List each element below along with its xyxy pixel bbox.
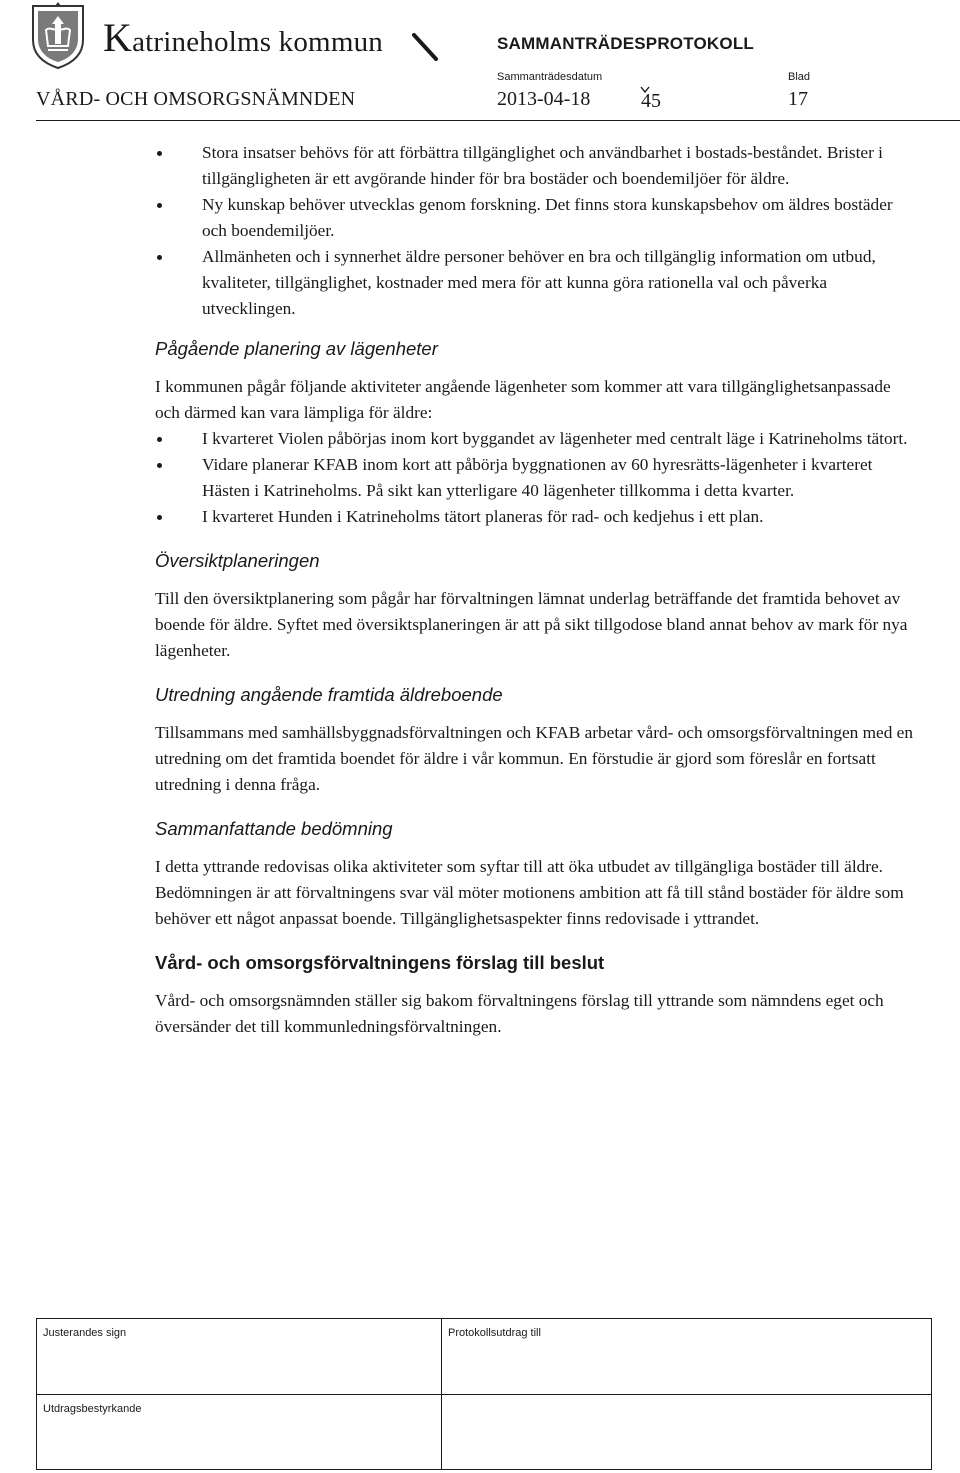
page-label: Blad [788,71,811,83]
meeting-date: 2013-04-18 [497,88,591,110]
list-item: Stora insatser behövs för att förbättra tillgänglighet och användbarhet i bostads-beståndet. Brister i tillgängligheten är ett avgörande hinder för bra bostäder och boendemiljöer för äldre. [155,140,915,192]
justerandes-sign-cell: Justerandes sign [37,1319,442,1395]
bullet-list-top [155,140,915,322]
department-name: VÅRD- OCH OMSORGSNÄMNDEN [36,88,356,110]
bullet-icon [157,515,162,520]
section-heading-overview: Översiktplaneringen [155,550,320,571]
municipal-coat-of-arms-icon [30,2,86,70]
page-number: 17 [788,88,808,110]
list-item: I kvarteret Violen påbörjas inom kort byggandet av lägenheter med centralt läge i Katrineholms tätort. [155,426,915,452]
bullet-icon [157,255,162,260]
bullet-icon [157,463,162,468]
overview-text: Till den översiktplanering som pågår har förvaltningen lämnat underlag beträffande det framtida behovet av boende för äldre. Syftet med översiktsplaneringen är att på sikt tillgodose bland annat behov av mark för nya lägenheter. [155,589,908,660]
signature-table [36,1318,932,1470]
municipality-name: Katrineholms kommun [103,15,383,60]
document-body [155,140,915,1040]
bullet-list-planning [155,426,915,530]
list-item: Ny kunskap behöver utvecklas genom forskning. Det finns stora kunskapsbehov om äldres bostäder och boendemiljöer. [155,192,915,244]
summary-text: I detta yttrande redovisas olika aktiviteter som syftar till att öka utbudet av tillgängliga bostäder till äldre. Bedömningen är att förvaltningens svar väl möter motionens ambition att få till stånd bostäder för äldre som behöver ett något anpassat boende. Tillgänglighetsaspekter finns redovisade i yttrandet. [155,857,904,928]
meeting-date-label: Sammanträdesdatum [497,71,603,83]
logo-swash-icon [412,33,438,61]
protokollsutdrag-cell: Protokollsutdrag till [442,1319,932,1395]
section-heading-summary: Sammanfattande bedömning [155,818,393,839]
empty-cell [442,1395,932,1470]
bullet-icon [157,203,162,208]
planning-intro: I kommunen pågår följande aktiviteter angående lägenheter som kommer att vara tillgänglighetsanpassade och därmed kan vara lämpliga för äldre: [155,377,891,422]
list-item: Allmänheten och i synnerhet äldre personer behöver en bra och tillgänglig information om utbud, kvaliteter, tillgänglighet, kostnader med mera för att kunna göra rationella val och påverka utvecklingen. [155,244,915,322]
utdragsbestyrkande-cell: Utdragsbestyrkande [37,1395,442,1470]
section-heading-proposal: Vård- och omsorgsförvaltningens förslag till beslut [155,952,605,973]
bullet-icon [157,437,162,442]
header-divider [36,120,960,121]
proposal-text: Vård- och omsorgsnämnden ställer sig bakom förvaltningens förslag till yttrande som nämndens eget och översänder det till kommunledningsförvaltningen. [155,991,884,1036]
list-item: I kvarteret Hunden i Katrineholms tätort planeras för rad- och kedjehus i ett plan. [155,504,915,530]
document-type: SAMMANTRÄDESPROTOKOLL [497,34,754,53]
paragraph-number: 45 [641,90,661,112]
section-heading-investigation: Utredning angående framtida äldreboende [155,684,503,705]
bullet-icon [157,151,162,156]
investigation-text: Tillsammans med samhällsbyggnadsförvaltningen och KFAB arbetar vård- och omsorgsförvaltningen med en utredning om det framtida boendet för äldre i vår kommun. En förstudie är gjord som föreslår en fortsatt utredning i denna fråga. [155,723,913,794]
list-item: Vidare planerar KFAB inom kort att påbörja byggnationen av 60 hyresrätts-lägenheter i kvarteret Hästen i Katrineholms. På sikt kan ytterligare 40 lägenheter tillkomma i detta kvarter. [155,452,915,504]
section-heading-planning: Pågående planering av lägenheter [155,338,438,359]
